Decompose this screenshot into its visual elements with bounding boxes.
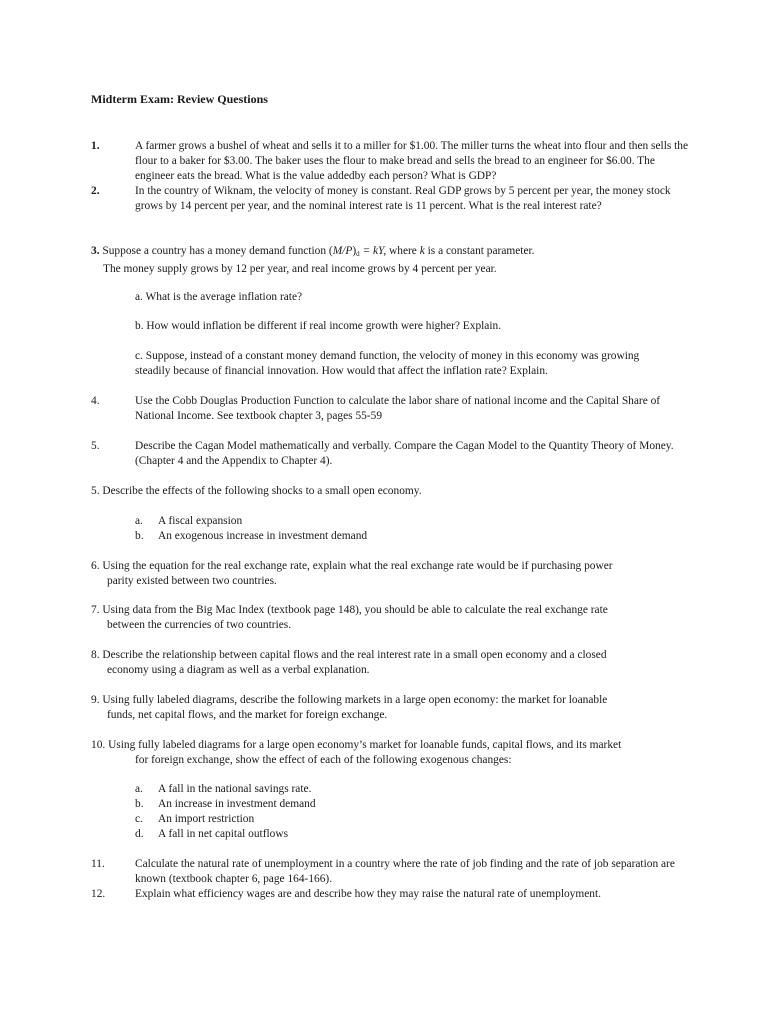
question-6: 6. Using the equation for the real exchange rate, explain what the real exchange rate would be if purchasing power parity existed between two countries.: [91, 560, 613, 587]
question-text: Calculate the natural rate of unemployment in a country where the rate of job finding and the rate of job separation are known (textbook chapter 6, page 164-166).: [135, 858, 675, 885]
question-3b: b. How would inflation be different if real income growth were higher? Explain.: [135, 320, 502, 332]
question-text: A farmer grows a bushel of wheat and sells it to a miller for $1.00. The miller turns the wheat into flour and then sells the flour to a baker for $3.00. The baker uses the flour to make bread and sells the bread to an engineer for $6.00. The engineer eats the bread. What is the value addedby each person? What is GDP?: [135, 140, 689, 182]
question-number: 2.: [91, 185, 100, 197]
question-number: 12.: [91, 888, 106, 900]
question-10: 10. Using fully labeled diagrams for a large open economy’s market for loanable funds, capital flows, and its market for foreign exchange, show the effect of each of the following exogenous changes:: [91, 739, 622, 766]
question-3c: c. Suppose, instead of a constant money demand function, the velocity of money in this economy was growing steadily because of financial innovation. How would that affect the inflation rate? Explain.: [135, 350, 640, 377]
question-3: [91, 244, 691, 277]
question-text: Explain what efficiency wages are and describe how they may raise the natural rate of unemployment.: [135, 888, 601, 900]
question-number: 11.: [91, 858, 105, 870]
document-page: Midterm Exam: Review Questions 1. A farmer grows a bushel of wheat and sells it to a miller for $1.00. The miller turns the wheat into flour and then sells the flour to a baker for $3.00. The baker uses the flour to make bread and sells the bread to an engineer for $6.00. The engineer eats the bread. What is the value addedby each person? What is GDP? 2. In the country of Wiknam, the velocity of money is constant. Real GDP grows by 5 percent per year, the money stock grows by 14 percent per year, and the nominal interest rate is 11 percent. What is the real interest rate? 3. Suppose a country has a money demand function $(M/P)_d$ = kY, where k is a constant parameter. The money supply grows by 12 per year, and real income grows by 4 percent per year. a. What is the average inflation rate? b. How would inflation be different if real income growth were higher? Explain. c. Suppose, instead of a constant money demand function, the velocity of money in this economy was growing steadily because of financial innovation. How would that affect the inflation rate? Explain. 4. Use the Cobb Douglas Production Function to calculate the labor share of national income and the Capital Share of National Income. See textbook chapter 3, pages 55-59 5. Describe the Cagan Model mathematically and verbally. Compare the Cagan Model to the Quantity Theory of Money. (Chapter 4 and the Appendix to Chapter 4). 5. Describe the effects of the following shocks to a small open economy. a. A fiscal expansion b. An exogenous increase in investment demand 6. Using the equation for the real exchange rate, explain what the real exchange rate would be if purchasing power parity existed between two countries. 7. Using data from the Big Mac Index (textbook page 148), you should be able to calculate the real exchange rate between the currencies of two countries. 8. Describe the relationship between capital flows and the real interest rate in a small open economy and a closed economy using a diagram as well as a verbal explanation. 9. Using fully labeled diagrams, describe the following markets in a large open economy: the market for loanable funds, net capital flows, and the market for foreign exchange. 10. Using fully labeled diagrams for a large open economy’s market for loanable funds, capital flows, and its market for foreign exchange, show the effect of each of the following exogenous changes: a. A fall in the national savings rate. b. An increase in investment demand c. An import restriction d. A fall in net capital outflows 11. Calculate the natural rate of unemployment in a country where the rate of job finding and the rate of job separation are known (textbook chapter 6, page 164-166). 12. Explain what efficiency wages are and describe how they may raise the natural rate of unemployment.: [0, 0, 768, 1024]
question-number: 5.: [91, 440, 100, 452]
question-8: 8. Describe the relationship between capital flows and the real interest rate in a small open economy and a closed economy using a diagram as well as a verbal explanation.: [91, 649, 607, 676]
question-5-shocks: 5. Describe the effects of the following shocks to a small open economy.: [91, 485, 422, 497]
question-7: 7. Using data from the Big Mac Index (textbook page 148), you should be able to calculate the real exchange rate between the currencies of two countries.: [91, 604, 608, 631]
page-title: Midterm Exam: Review Questions: [91, 92, 268, 106]
question-3-line-1: 3. Suppose a country has a money demand function $(M/P)_d$ = kY, where k is a constant parameter.: [91, 245, 535, 258]
question-3a: a. What is the average inflation rate?: [135, 291, 303, 303]
question-number: 3.: [91, 245, 100, 257]
question-9: 9. Using fully labeled diagrams, describe the following markets in a large open economy: the market for loanable funds, net capital flows, and the market for foreign exchange.: [91, 694, 608, 721]
question-text: Use the Cobb Douglas Production Function to calculate the labor share of national income and the Capital Share of National Income. See textbook chapter 3, pages 55-59: [135, 395, 661, 422]
question-number: 4.: [91, 395, 100, 407]
question-3-line-2: The money supply grows by 12 per year, and real income grows by 4 percent per year.: [103, 263, 497, 275]
question-text: In the country of Wiknam, the velocity of money is constant. Real GDP grows by 5 percent per year, the money stock grows by 14 percent per year, and the nominal interest rate is 11 percent. What is the real interest rate?: [135, 185, 671, 212]
question-text: Describe the Cagan Model mathematically and verbally. Compare the Cagan Model to the Quantity Theory of Money. (Chapter 4 and the Appendix to Chapter 4).: [135, 440, 674, 467]
question-number: 1.: [91, 140, 100, 152]
